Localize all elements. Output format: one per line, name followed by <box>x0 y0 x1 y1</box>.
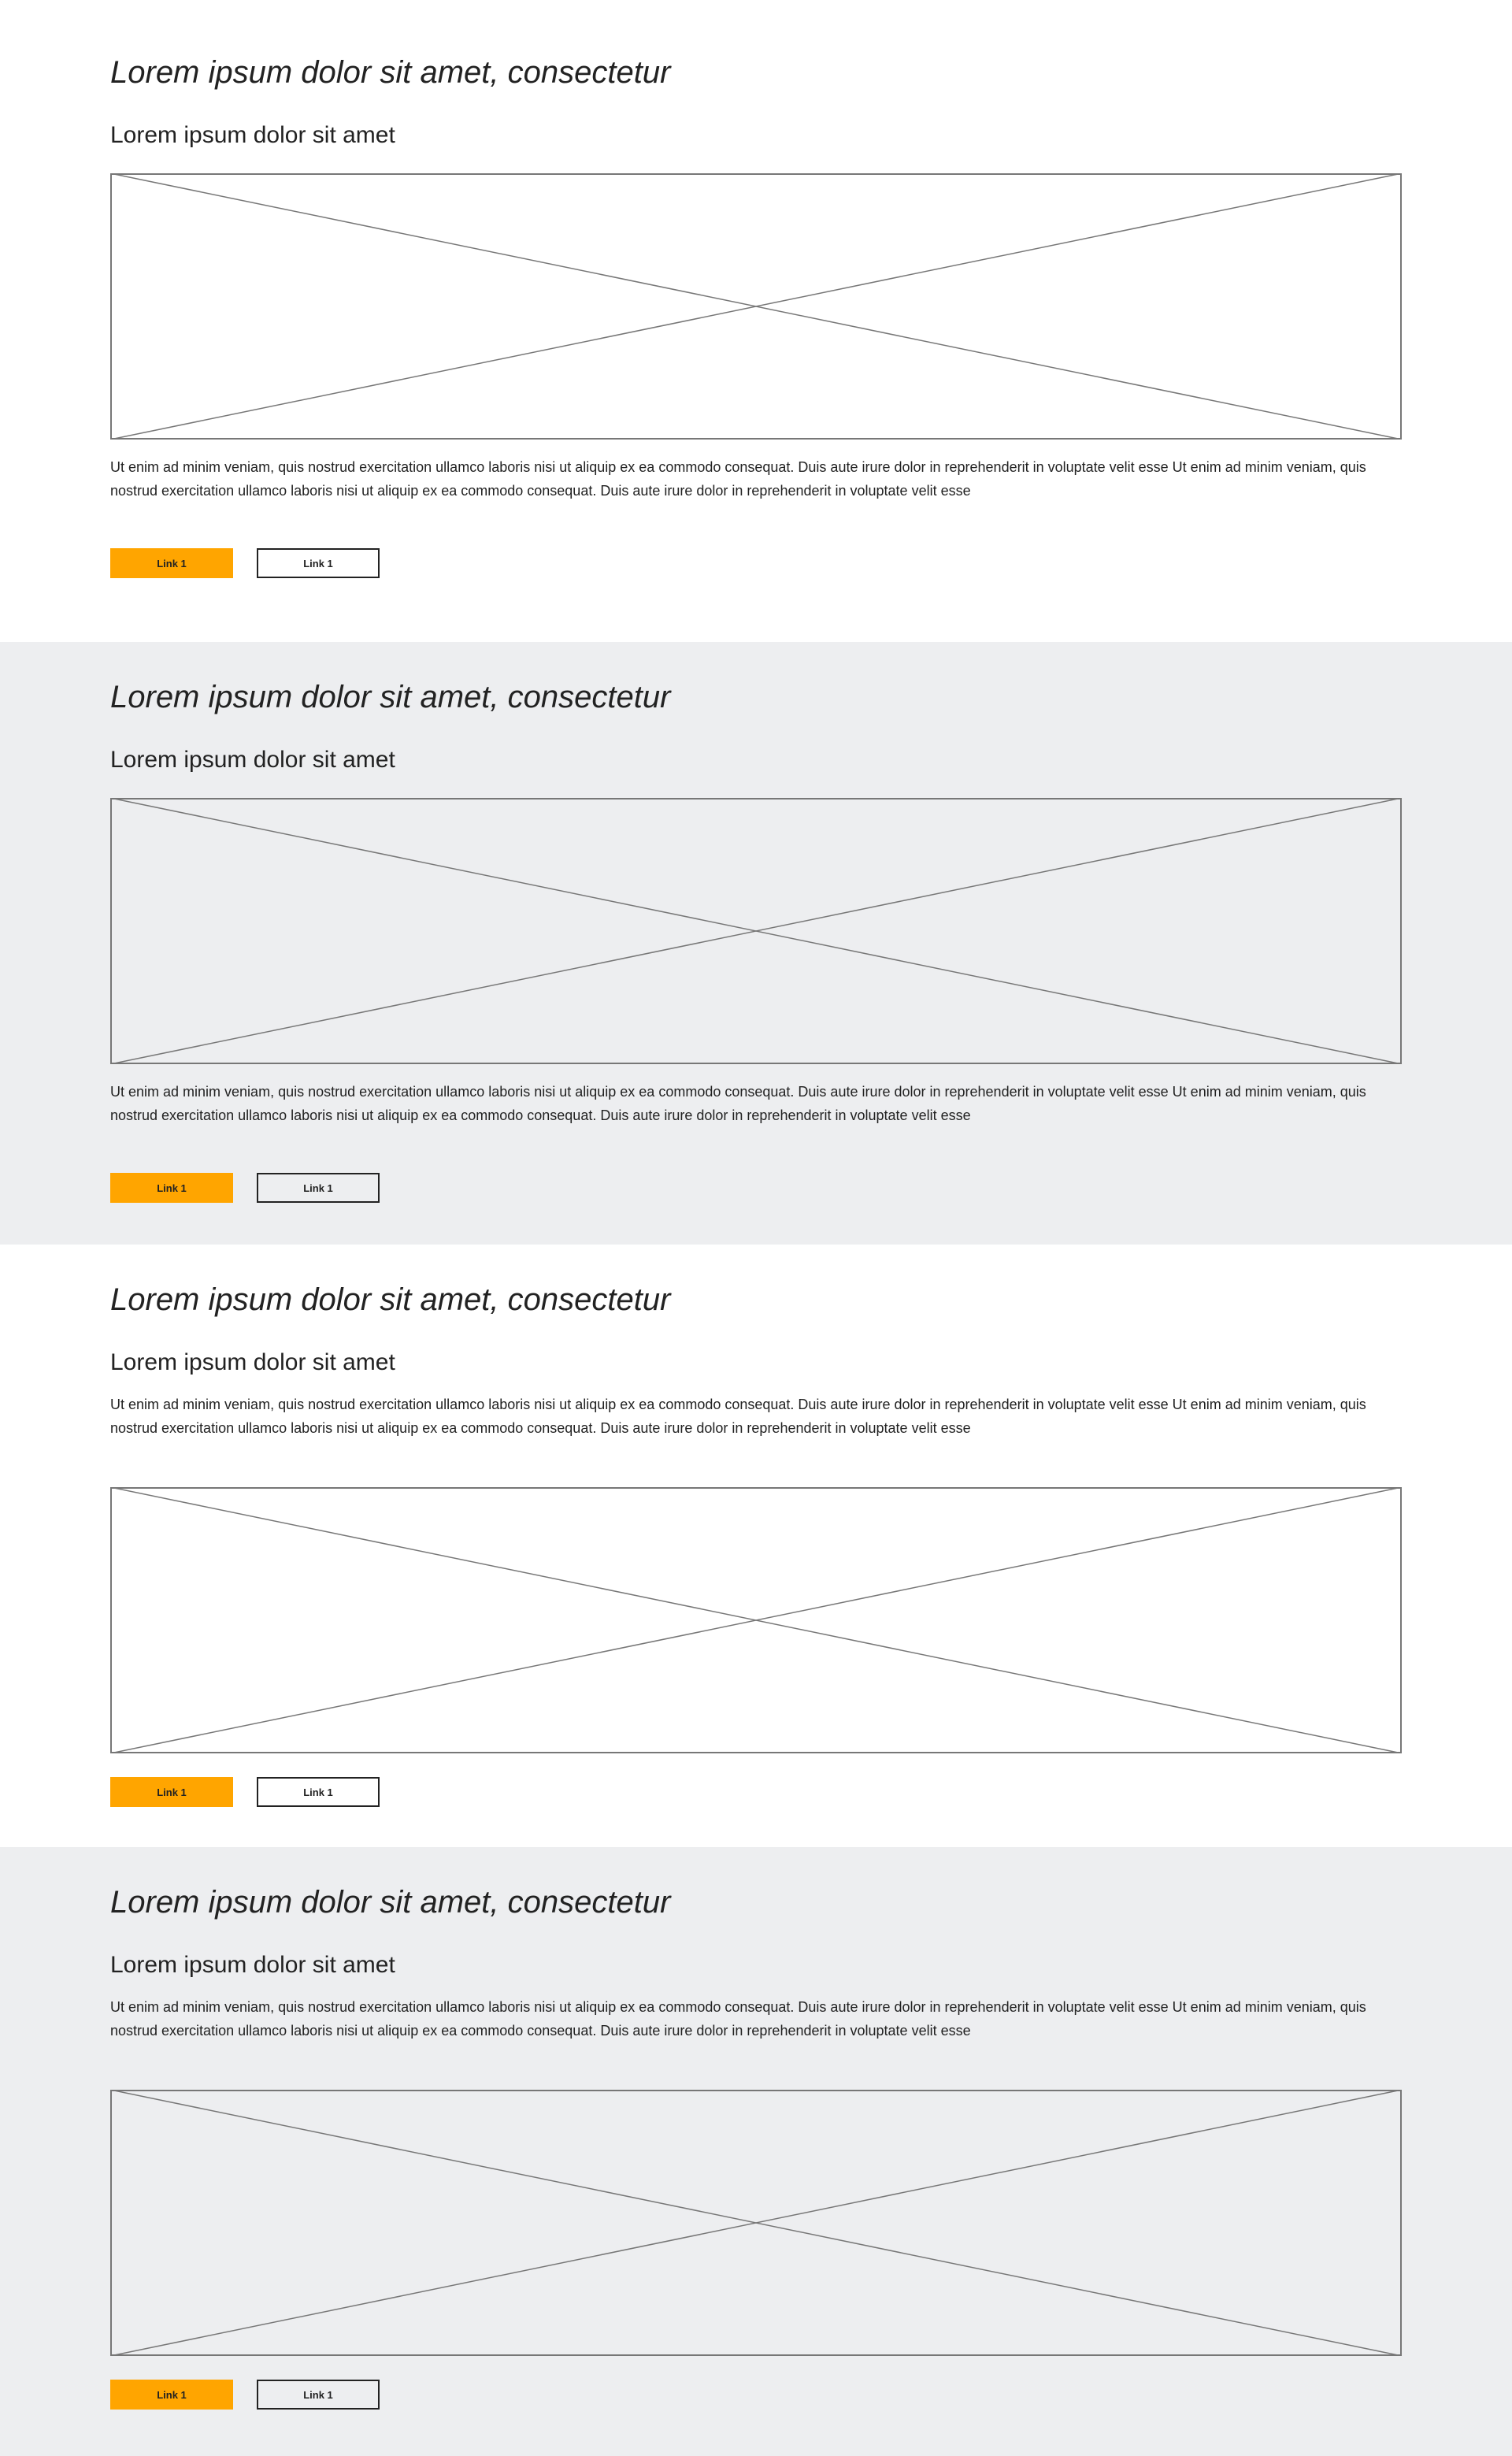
content-section-2 <box>0 642 1512 1245</box>
image-placeholder <box>110 1487 1402 1753</box>
section-button-group <box>110 1777 1402 1807</box>
primary-link-button[interactable]: Link 1 <box>110 1173 233 1203</box>
section-body-text: Ut enim ad minim veniam, quis nostrud exercitation ullamco laboris nisi ut aliquip ex ea commodo consequat. Duis aute irure dolor in reprehenderit in voluptate velit esse Ut enim ad minim veniam, quis nostrud exercitation ullamco laboris nisi ut aliquip ex ea commodo consequat. Duis aute irure dolor in reprehenderit in voluptate velit esse <box>110 459 1366 499</box>
section-body-text: Ut enim ad minim veniam, quis nostrud exercitation ullamco laboris nisi ut aliquip ex ea commodo consequat. Duis aute irure dolor in reprehenderit in voluptate velit esse Ut enim ad minim veniam, quis nostrud exercitation ullamco laboris nisi ut aliquip ex ea commodo consequat. Duis aute irure dolor in reprehenderit in voluptate velit esse <box>110 1084 1366 1123</box>
section-title: Lorem ipsum dolor sit amet, consectetur <box>110 680 671 714</box>
image-placeholder <box>110 798 1402 1064</box>
section-subtitle: Lorem ipsum dolor sit amet <box>110 122 395 148</box>
section-button-group <box>110 548 1402 578</box>
section-subtitle: Lorem ipsum dolor sit amet <box>110 747 395 773</box>
section-title: Lorem ipsum dolor sit amet, consectetur <box>110 55 671 90</box>
secondary-link-button[interactable]: Link 1 <box>257 1777 380 1807</box>
primary-link-button[interactable]: Link 1 <box>110 2380 233 2410</box>
primary-link-button[interactable]: Link 1 <box>110 548 233 578</box>
section-title: Lorem ipsum dolor sit amet, consectetur <box>110 1282 671 1317</box>
section-subtitle: Lorem ipsum dolor sit amet <box>110 1349 395 1375</box>
secondary-link-button[interactable]: Link 1 <box>257 2380 380 2410</box>
image-placeholder <box>110 173 1402 440</box>
section-button-group <box>110 1173 1402 1203</box>
section-subtitle: Lorem ipsum dolor sit amet <box>110 1952 395 1978</box>
section-body-text: Ut enim ad minim veniam, quis nostrud exercitation ullamco laboris nisi ut aliquip ex ea commodo consequat. Duis aute irure dolor in reprehenderit in voluptate velit esse Ut enim ad minim veniam, quis nostrud exercitation ullamco laboris nisi ut aliquip ex ea commodo consequat. Duis aute irure dolor in reprehenderit in voluptate velit esse <box>110 1999 1366 2039</box>
primary-link-button[interactable]: Link 1 <box>110 1777 233 1807</box>
secondary-link-button[interactable]: Link 1 <box>257 548 380 578</box>
section-body-text: Ut enim ad minim veniam, quis nostrud exercitation ullamco laboris nisi ut aliquip ex ea commodo consequat. Duis aute irure dolor in reprehenderit in voluptate velit esse Ut enim ad minim veniam, quis nostrud exercitation ullamco laboris nisi ut aliquip ex ea commodo consequat. Duis aute irure dolor in reprehenderit in voluptate velit esse <box>110 1397 1366 1436</box>
section-title: Lorem ipsum dolor sit amet, consectetur <box>110 1885 671 1920</box>
section-button-group <box>110 2380 1402 2410</box>
image-placeholder <box>110 2090 1402 2356</box>
secondary-link-button[interactable]: Link 1 <box>257 1173 380 1203</box>
content-section-1 <box>0 0 1512 642</box>
content-section-4 <box>0 1847 1512 2456</box>
content-section-3 <box>0 1245 1512 1847</box>
